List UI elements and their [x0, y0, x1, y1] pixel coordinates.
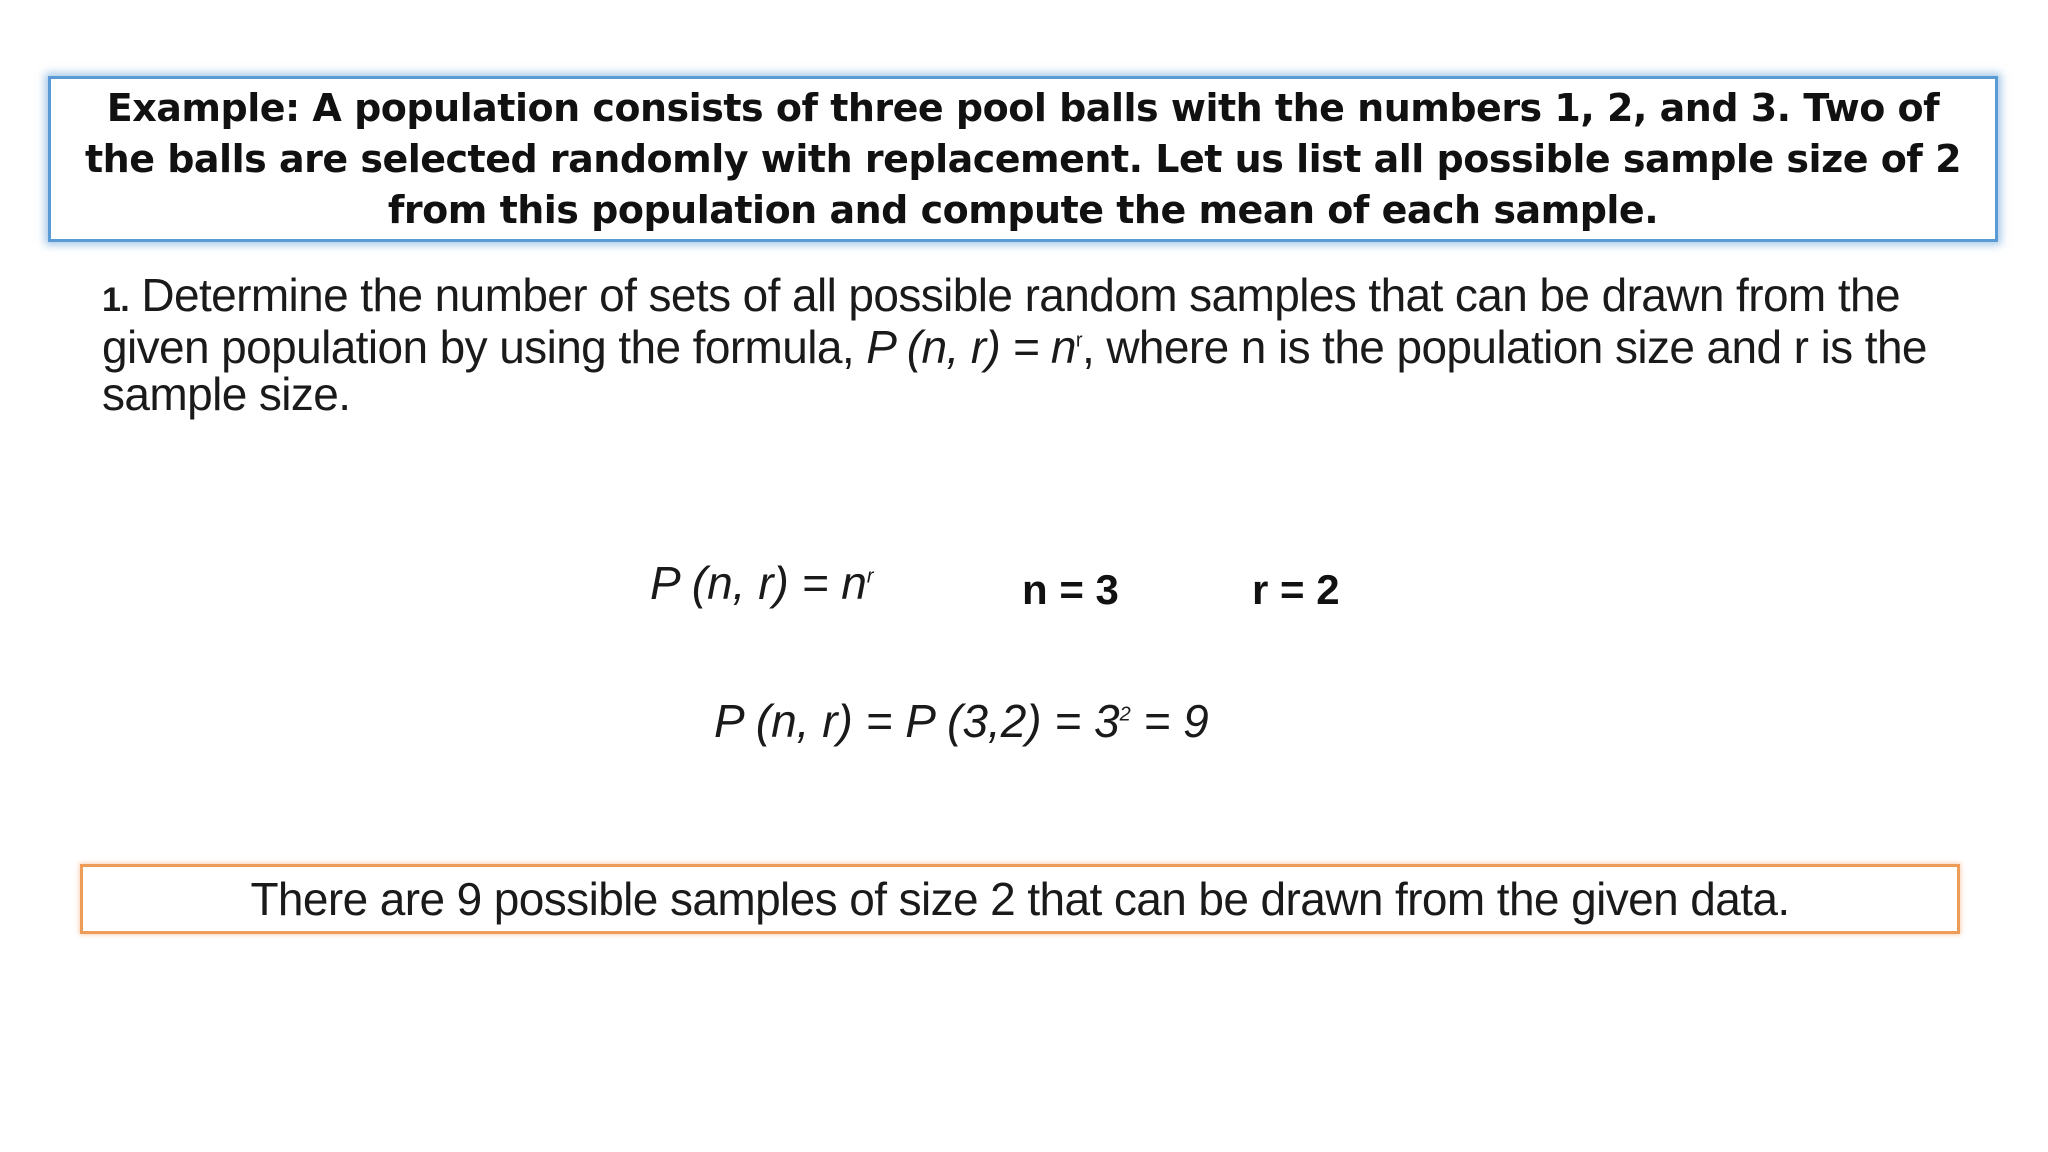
step-1-paragraph: [102, 269, 1982, 420]
computation-part1: P (n, r) = P (3,2) = 3: [714, 695, 1120, 747]
conclusion-box: [80, 864, 1960, 934]
step-text-before: Determine the number of sets of all possible random samples that can be drawn from the given population by using the formula,: [102, 269, 1900, 373]
formula-equation-exponent: r: [866, 565, 874, 588]
inline-formula: [866, 321, 1082, 373]
example-box: [48, 76, 1998, 242]
given-r: r = 2: [1252, 566, 1340, 613]
inline-formula-exponent: r: [1075, 329, 1082, 352]
formula-equation-text: P (n, r) = n: [650, 557, 867, 609]
computation-equation: [714, 694, 1209, 748]
computation-exponent: 2: [1119, 703, 1131, 726]
step-number: 1.: [102, 281, 130, 319]
formula-equation: [650, 556, 874, 610]
given-n: n = 3: [1022, 566, 1119, 613]
conclusion-text: There are 9 possible samples of size 2 that can be drawn from the given data.: [250, 873, 1790, 925]
example-text: Example: A population consists of three pool balls with the numbers 1, 2, and 3. Two of the balls are selected randomly with replacement. Let us list all possible sample size of 2 from this population and compute the mean of each sample.: [84, 85, 1962, 232]
step-text-after: , where n is the population size and r is the sample size.: [102, 321, 1927, 420]
computation-part2: = 9: [1130, 695, 1209, 747]
inline-formula-text: P (n, r) = n: [866, 321, 1076, 373]
